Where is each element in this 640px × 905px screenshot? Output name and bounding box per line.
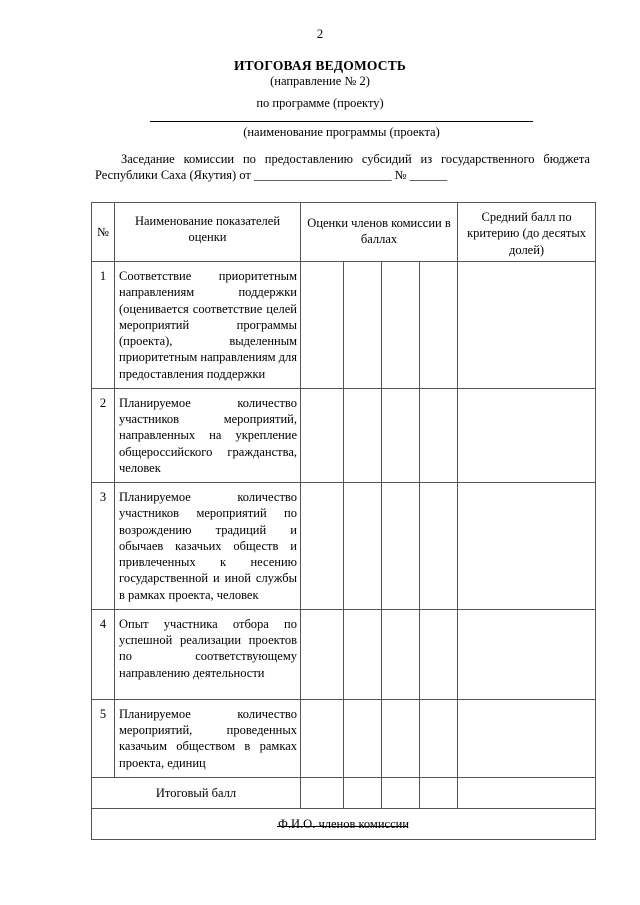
score-cell[interactable] <box>301 609 344 699</box>
score-cell[interactable] <box>382 609 420 699</box>
score-cell[interactable] <box>344 609 382 699</box>
score-cell[interactable] <box>301 262 344 389</box>
score-cell[interactable] <box>344 483 382 610</box>
score-cell[interactable] <box>382 699 420 777</box>
commission-members-label: Ф.И.О. членов комиссии <box>92 809 596 840</box>
criterion-text: Соответствие приоритетным направлениям поддержки (оценивается соответствие целей мероприятий программы (проекта), выделенным приоритетным направлениям для предоставления поддержки <box>115 262 301 389</box>
members-row <box>92 809 596 840</box>
meeting-text: Заседание комиссии по предоставлению субсидий из государственного бюджета Республики Саха (Якутия) от ______________________ № ______ <box>95 152 590 183</box>
header-number: № <box>92 203 115 262</box>
table-header-row <box>92 203 596 262</box>
score-cell[interactable] <box>420 609 458 699</box>
table-row <box>92 609 596 699</box>
row-number: 4 <box>92 609 115 699</box>
score-cell[interactable] <box>301 699 344 777</box>
header-member-scores: Оценки членов комиссии в баллах <box>301 203 458 262</box>
score-cell[interactable] <box>420 699 458 777</box>
table-row <box>92 262 596 389</box>
table-row <box>92 483 596 610</box>
total-row <box>92 777 596 808</box>
score-cell[interactable] <box>382 262 420 389</box>
row-number: 3 <box>92 483 115 610</box>
table-row <box>92 699 596 777</box>
evaluation-table <box>91 202 596 840</box>
average-cell[interactable] <box>458 262 596 389</box>
score-cell[interactable] <box>301 388 344 482</box>
criterion-text: Планируемое количество участников мероприятий, направленных на укрепление общероссийского гражданства, человек <box>115 388 301 482</box>
document-title: ИТОГОВАЯ ВЕДОМОСТЬ <box>233 58 407 73</box>
table-row <box>92 388 596 482</box>
signature-line <box>277 826 407 827</box>
score-cell[interactable] <box>382 388 420 482</box>
criterion-text: Опыт участника отбора по успешной реализации проектов по соответствующему направлению деятельности <box>115 609 301 699</box>
header-indicator-name: Наименование показателей оценки <box>115 203 301 262</box>
criterion-text: Планируемое количество участников мероприятий по возрождению традиций и обычаев казачьих обществ и привлеченных к несению государственной и иной службы в рамках проекта, человек <box>115 483 301 610</box>
row-number: 2 <box>92 388 115 482</box>
score-cell[interactable] <box>301 483 344 610</box>
score-cell[interactable] <box>344 262 382 389</box>
header-average-score: Средний балл по критерию (до десятых долей) <box>458 203 596 262</box>
total-score-cell[interactable] <box>382 777 420 808</box>
total-average-cell[interactable] <box>458 777 596 808</box>
score-cell[interactable] <box>382 483 420 610</box>
average-cell[interactable] <box>458 388 596 482</box>
average-cell[interactable] <box>458 483 596 610</box>
score-cell[interactable] <box>420 262 458 389</box>
criterion-text: Планируемое количество мероприятий, проведенных казачьим обществом в рамках проекта, единиц <box>115 699 301 777</box>
total-score-cell[interactable] <box>301 777 344 808</box>
program-name-caption: (наименование программы (проекта) <box>243 125 440 139</box>
row-number: 1 <box>92 262 115 389</box>
score-cell[interactable] <box>420 388 458 482</box>
score-cell[interactable] <box>344 388 382 482</box>
row-number: 5 <box>92 699 115 777</box>
program-name-line <box>150 121 533 122</box>
total-score-cell[interactable] <box>344 777 382 808</box>
direction-subtitle: (направление № 2) <box>270 74 370 88</box>
page-number: 2 <box>316 26 324 41</box>
total-score-cell[interactable] <box>420 777 458 808</box>
program-label: по программе (проекту) <box>256 96 384 110</box>
average-cell[interactable] <box>458 699 596 777</box>
total-score-label: Итоговый балл <box>92 777 301 808</box>
score-cell[interactable] <box>344 699 382 777</box>
average-cell[interactable] <box>458 609 596 699</box>
score-cell[interactable] <box>420 483 458 610</box>
